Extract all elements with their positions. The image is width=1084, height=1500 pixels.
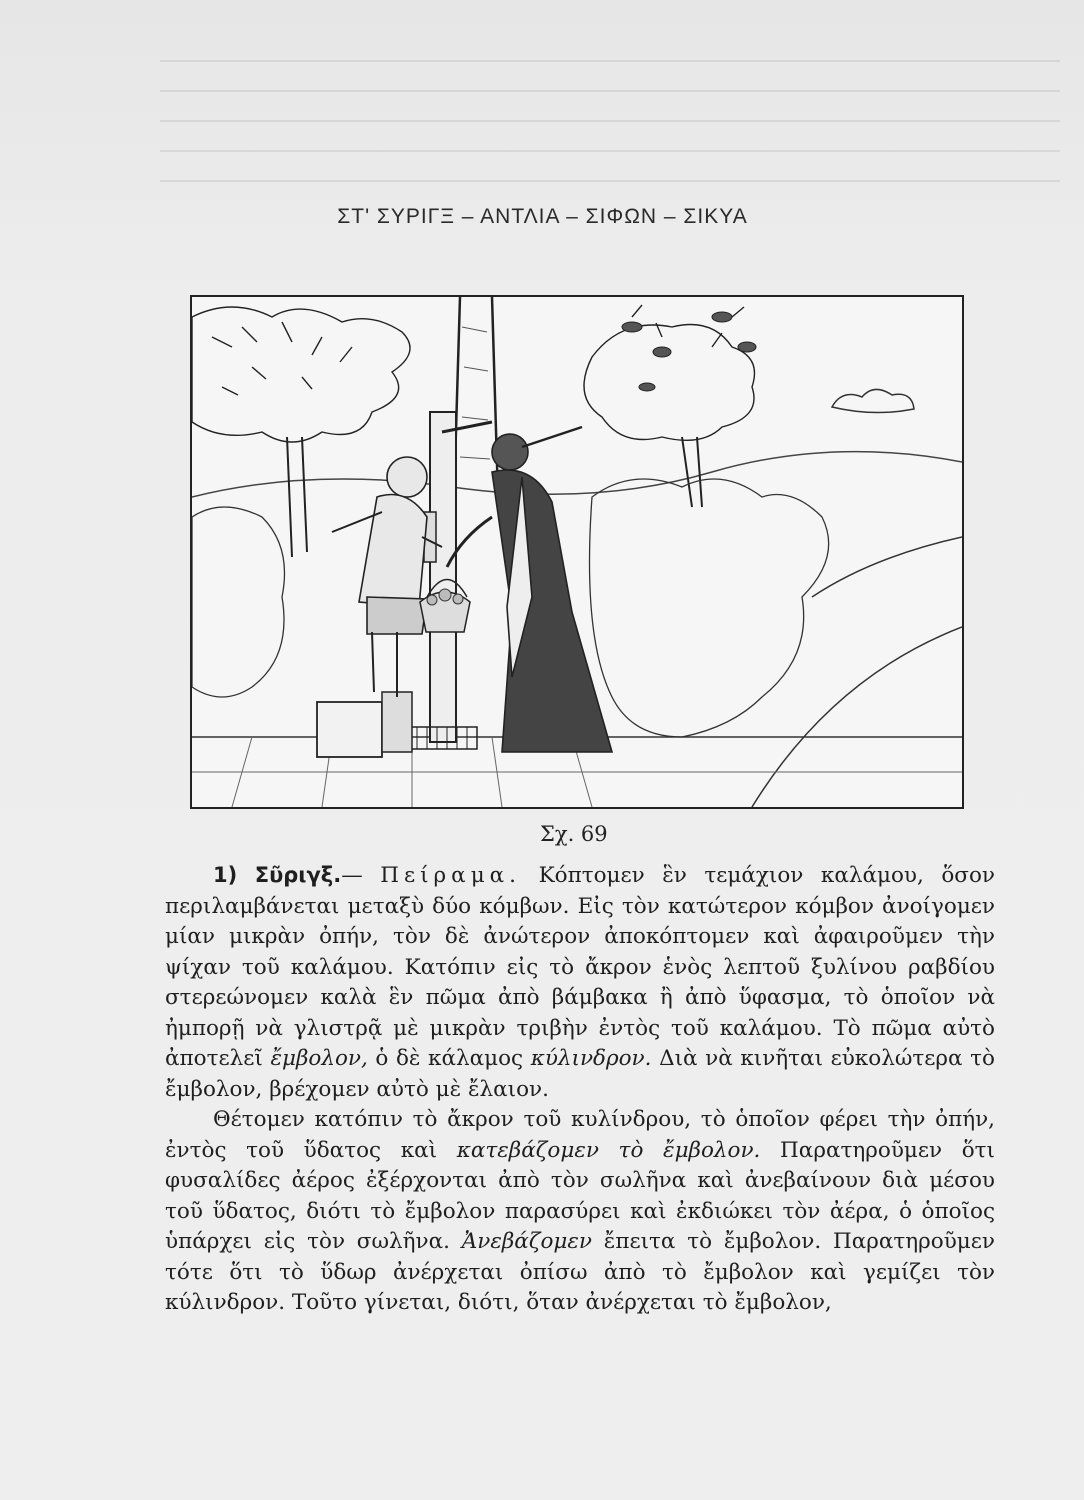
term-cylinder: κύλινδρον.	[530, 1046, 652, 1071]
experiment-label: Πείραμα.	[380, 863, 522, 888]
figure-caption: Σχ. 69	[540, 822, 608, 846]
paragraph-2-text-a: Θέτομεν κατόπιν τὸ ἄκρον τοῦ κυλίνδρου, τὸ ὁποῖον φέρει τὴν ὀπήν, ἐντὸς τοῦ ὕδατος καὶ	[165, 1107, 995, 1163]
body-text	[165, 860, 995, 1319]
paragraph-1-text-b: ὁ δὲ κάλαμος	[375, 1046, 524, 1071]
term-piston: ἔμβολον,	[270, 1046, 368, 1071]
paragraph-2-text-b: Παρατηροῦμεν ὅτι φυσαλίδες ἀέρος ἐξέρχονται ἀπὸ τὸν σωλῆνα καὶ ἀνεβαίνουν διὰ μέσου τοῦ ὕδατος, διότι τὸ ἔμβολον παρασύρει καὶ ἐκδιώκει τὸν ἀέρα, ὁ ὁποῖος ὑπάρχει εἰς τὸν σωλῆνα.	[165, 1137, 995, 1254]
section-dash: —	[341, 863, 363, 888]
paragraph-1-text-c: Διὰ νὰ κινῆται εὐκολώτερα τὸ ἔμβολον, βρέχομεν αὐτὸ μὲ ἔλαιον.	[165, 1046, 995, 1102]
chapter-title: ΣΤ' ΣΥΡΙΓΞ – ΑΝΤΛΙΑ – ΣΙΦΩΝ – ΣΙΚΥΑ	[337, 205, 748, 228]
paragraph-1	[165, 860, 995, 1105]
paragraph-1-text-a: Κόπτομεν ἓν τεμάχιον καλάμου, ὅσον περιλαμβάνεται μεταξὺ δύο κόμβων. Εἰς τὸν κατώτερον κόμβον ἀνοίγομεν μίαν μικρὰν ὀπήν, τὸν δὲ ἀνώτερον ἀποκόπτομεν καὶ ἀφαιροῦμεν τὴν ψίχαν τοῦ καλάμου. Κατόπιν εἰς τὸ ἄκρον ἑνὸς λεπτοῦ ξυλίνου ραβδίου στερεώνομεν καλὰ ἓν πῶμα ἀπὸ βάμβακα ἢ ἀπὸ ὕφασμα, τὸ ὁποῖον νὰ ἠμπορῇ νὰ γλιστρᾷ μὲ μικρὰν τριβὴν ἐντὸς τοῦ καλάμου. Τὸ πῶμα αὐτὸ ἀποτελεῖ	[165, 863, 995, 1071]
illustration-pump-scene	[190, 295, 964, 809]
paragraph-2	[165, 1105, 995, 1319]
bleed-through-texture	[160, 60, 1060, 260]
paragraph-2-text-c: ἔπειτα τὸ ἔμβολον. Παρατηροῦμεν τότε ὅτι τὸ ὕδωρ ἀνέρχεται ὀπίσω ἀπὸ τὸ ἔμβολον καὶ γεμίζει τὸν κύλινδρον. Τοῦτο γίνεται, διότι, ὅταν ἀνέρχεται τὸ ἔμβολον,	[165, 1229, 995, 1315]
section-number: 1)	[213, 863, 238, 887]
term-raise: Ἀνεβάζομεν	[461, 1229, 592, 1254]
term-lower-piston: κατεβάζομεν τὸ ἔμβολον.	[456, 1137, 761, 1163]
section-heading: Σῦριγξ.	[254, 863, 342, 887]
